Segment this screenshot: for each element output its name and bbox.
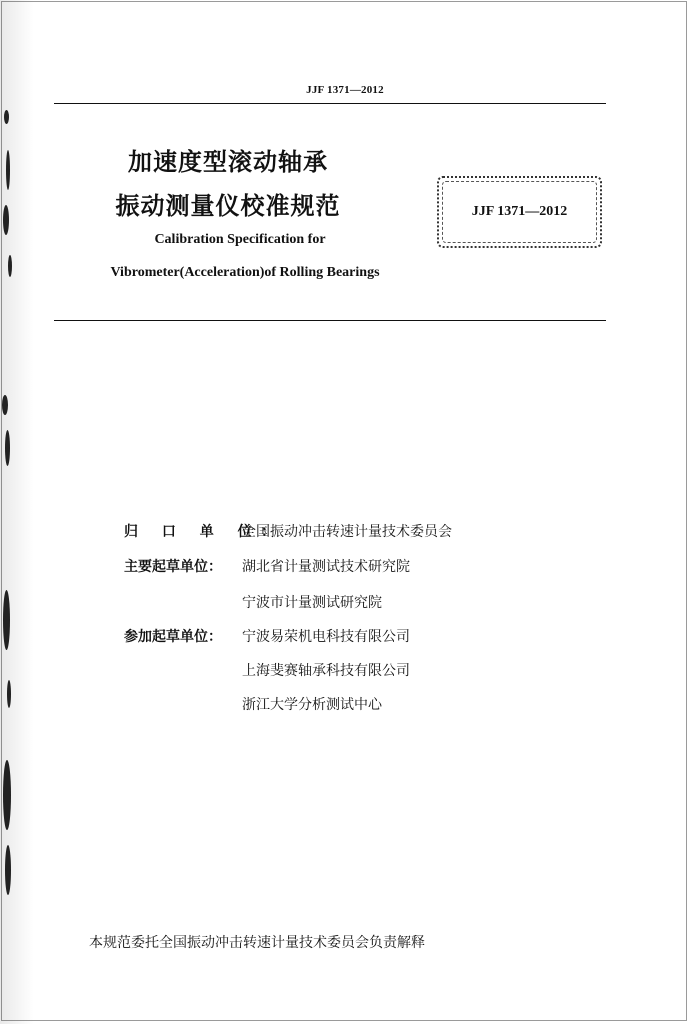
participating-value-2: 上海斐赛轴承科技有限公司	[242, 663, 410, 679]
participating-value-1: 宁波易荣机电科技有限公司	[242, 629, 410, 645]
main-drafting-row-2	[124, 592, 382, 612]
code-box-text: JJF 1371—2012	[471, 204, 568, 219]
responsible-unit-value: 全国振动冲击转速计量技术委员会	[242, 524, 452, 540]
main-drafting-value-2: 宁波市计量测试研究院	[242, 595, 382, 611]
participating-row	[124, 626, 410, 646]
responsible-unit-label: 归 口 单 位：	[124, 524, 285, 540]
footer-note: 本规范委托全国振动冲击转速计量技术委员会负责解释	[89, 935, 425, 951]
participating-label: 参加起草单位：	[124, 629, 222, 645]
title-rule	[54, 320, 606, 321]
participating-row-3	[124, 694, 382, 714]
standard-code-box	[437, 176, 602, 248]
participating-row-2	[124, 660, 410, 680]
main-drafting-label: 主要起草单位：	[124, 559, 222, 575]
main-drafting-value-1: 湖北省计量测试技术研究院	[242, 559, 410, 575]
participating-value-3: 浙江大学分析测试中心	[242, 697, 382, 713]
title-chinese-line-2: 振动测量仪校准规范	[115, 192, 341, 220]
title-english-line-1: Calibration Specification for	[154, 232, 326, 247]
main-drafting-row	[124, 556, 410, 576]
title-chinese-line-1: 加速度型滚动轴承	[128, 148, 328, 176]
header-rule	[54, 103, 606, 104]
header-standard-code: JJF 1371—2012	[306, 84, 384, 96]
responsible-unit-row	[124, 521, 452, 541]
title-english-line-2: Vibrometer(Acceleration)of Rolling Bearings	[110, 265, 380, 280]
